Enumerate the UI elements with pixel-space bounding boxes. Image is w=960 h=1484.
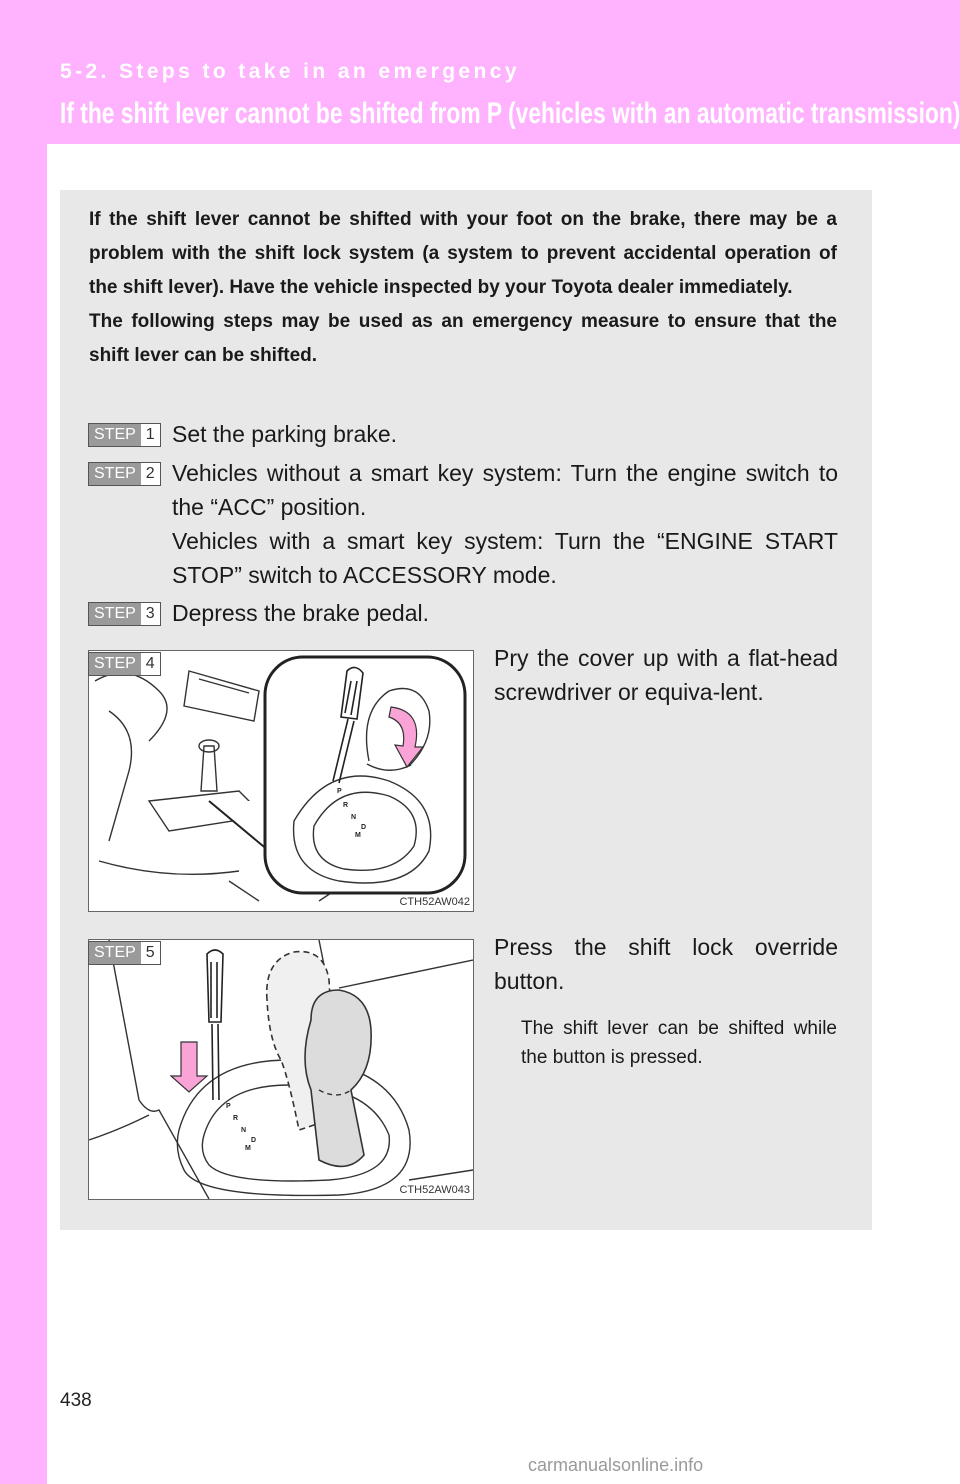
step-badge-number: 4 [141,653,160,675]
shift-lock-override-illustration [89,940,473,1199]
side-band [0,0,47,1484]
gear-letter: N [241,1127,247,1134]
step-badge-word: STEP [89,463,141,485]
page-number: 438 [60,1390,92,1411]
step-5-text [494,930,838,998]
gear-letter: R [233,1115,239,1122]
step-badge-word: STEP [89,603,141,625]
step-badge-word: STEP [89,424,141,446]
shift-lever-cover-illustration [89,651,473,911]
step-line: Vehicles with a smart key system: Turn the “ENGINE START STOP” switch to ACCESSORY mode. [172,528,838,588]
page-header [0,0,960,144]
gear-letter: M [245,1145,251,1152]
step-badge-number: 3 [141,603,160,625]
step-line: Vehicles without a smart key system: Turn the engine switch to the “ACC” position. [172,460,838,520]
figure-step-5 [88,939,474,1200]
gear-letter: R [343,802,349,809]
gear-letter: P [226,1103,231,1110]
intro-paragraph-1: If the shift lever cannot be shifted with your foot on the brake, there may be a problem with the shift lock system (a system to prevent accidental operation of the shift lever). Have the vehicle inspected by your Toyota dealer immediately. [89,209,837,298]
gear-letter: N [351,814,357,821]
step-badge [88,462,161,486]
step-badge [88,652,161,676]
watermark: carmanualsonline.info [528,1455,704,1475]
step-badge [88,423,161,447]
gear-letter: P [337,788,342,795]
step-text [172,456,838,592]
step-badge-word: STEP [89,653,141,675]
figure-code: CTH52AW043 [399,1184,470,1196]
step-badge-number: 5 [141,942,160,964]
step-badge-word: STEP [89,942,141,964]
intro-paragraph-2: The following steps may be used as an emergency measure to ensure that the shift lever can be shifted. [89,311,837,366]
step-line: Pry the cover up with a flat-head screwdriver or equiva-lent. [494,645,838,705]
gear-letter: D [251,1137,257,1144]
intro-text [89,203,837,373]
step-4-text [494,641,838,709]
figure-step-4 [88,650,474,912]
step-badge [88,602,161,626]
figure-code: CTH52AW042 [399,896,470,908]
step-line: Depress the brake pedal. [172,600,429,626]
step-5-note: The shift lever can be shifted while the button is pressed. [521,1018,837,1068]
step-text [172,596,838,630]
section-title: If the shift lever cannot be shifted from P (vehicles with an automatic transmission) [60,97,960,130]
step-text [172,417,838,451]
gear-letter: M [355,832,361,839]
step-badge-number: 2 [141,463,160,485]
step-line: Set the parking brake. [172,421,398,447]
step-badge [88,941,161,965]
step-badge-number: 1 [141,424,160,446]
gear-letter: D [361,824,367,831]
section-label: 5-2. Steps to take in an emergency [60,60,520,83]
step-line: Press the shift lock override button. [494,934,838,994]
